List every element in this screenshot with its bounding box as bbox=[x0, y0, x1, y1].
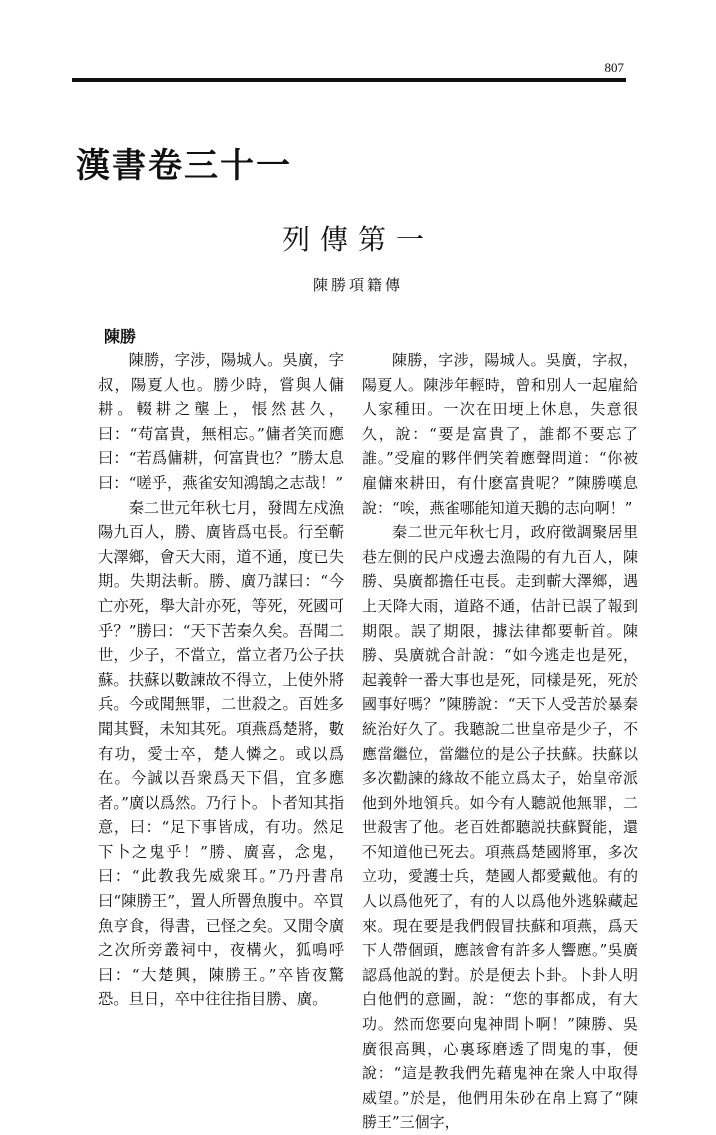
translation-paragraph: 秦二世元年秋七月，政府徵調聚居里巷左側的民户戍邊去漁陽的有九百人，陳勝、吳廣都擔任屯長。走到蘄大澤鄉，遇上天降大雨，道路不通，估計已誤了報到期限。誤了期限，據法律都要斬首。陳勝、吳廣就合計說：“如今逃走也是死，起義幹一番大事也是死，同樣是死，死於國事好嗎？”陳勝說：“天下人受苦於暴秦統治好久了。我聽說二世皇帝是少子，不應當繼位，當繼位的是公子扶蘇。扶蘇以多次勸諫的緣故不能立爲太子，始皇帝派他到外地領兵。如今有人聽説他無罪，二世殺害了他。老百姓都聽説扶蘇賢能，還不知道他已死去。項燕爲楚國將軍，多次立功，愛護士兵，楚國人都愛戴他。有的人以爲他死了，有的人以爲他外逃躲藏起來。現在要是我們假冒扶蘇和項燕，爲天下人帶個頭，應該會有許多人響應。”吳廣認爲他説的對。於是便去卜卦。卜卦人明白他們的意圖，說：“您的事都成，有大功。然而您要向鬼神問卜啊！”陳勝、吳廣很高興，心裏琢磨透了問鬼的事，便說：“這是教我們先藉鬼神在衆人中取得威望。”於是，他們用朱砂在帛上寫了“陳勝王”三個字， bbox=[362, 523, 638, 1132]
classical-text-column bbox=[98, 348, 344, 1009]
section-title: 列傳第一 bbox=[281, 223, 434, 256]
page-number: 807 bbox=[604, 60, 624, 75]
classical-paragraph: 秦二世元年秋七月，發閭左戍漁陽九百人，勝、廣皆爲屯長。行至蘄大澤鄉，會天大雨，道不通，度已失期。失期法斬。勝、廣乃謀曰：“今亡亦死，舉大計亦死，等死，死國可乎？”勝曰：“天下苦秦久矣。吾聞二世，少子，不當立，當立者乃公子扶蘇。扶蘇以數諫故不得立，上使外將兵。今或聞無罪，二世殺之。百姓多聞其賢，未知其死。項燕爲楚將，數有功，愛士卒，楚人憐之。或以爲在。今誠以吾衆爲天下倡，宜多應者。”廣以爲然。乃行卜。卜者知其指意，曰：“足下事皆成，有功。然足下卜之鬼乎！”勝、廣喜，念鬼，曰：“此教我先威衆耳。”乃丹書帛曰“陳勝王”，置人所罾魚腹中。卒買魚亨食，得書，已怪之矣。又閒令廣之次所旁叢祠中，夜構火，狐鳴呼曰：“大楚興，陳勝王。”卒皆夜驚恐。旦日，卒中往往指目勝、廣。 bbox=[98, 498, 344, 1009]
book-title: 漢書卷三十一 bbox=[76, 146, 292, 186]
classical-paragraph: 陳勝，字涉，陽城人。吳廣，字叔，陽夏人也。勝少時，嘗與人傭耕。輟耕之壟上，悵然甚久，曰：“苟富貴，無相忘。”傭者笑而應曰：“若爲傭耕，何富貴也？”勝太息曰：“嗟乎，燕雀安知鴻鵠之志哉！” bbox=[98, 351, 344, 492]
header-rule bbox=[72, 78, 626, 82]
translation-text-column bbox=[362, 348, 638, 1132]
sub-title: 陳勝項籍傳 bbox=[312, 276, 403, 294]
translation-paragraph: 陳勝，字涉，陽城人。吳廣，字叔，陽夏人。陳涉年輕時，曾和別人一起雇給人家種田。一次在田埂上休息，失意很久，說：“要是富貴了，誰都不要忘了誰。”受雇的夥伴們笑着應聲問道：“你被雇傭來耕田，有什麽富貴呢？”陳勝嘆息說：“唉，燕雀哪能知道天鵝的志向啊！” bbox=[362, 351, 638, 517]
left-column-heading: 陳勝 bbox=[104, 327, 137, 346]
